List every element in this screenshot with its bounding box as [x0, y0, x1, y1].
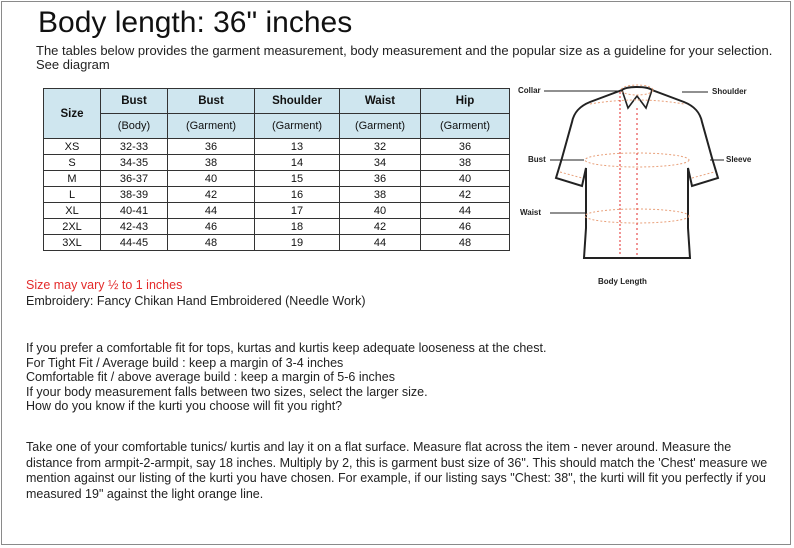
size-row	[44, 139, 510, 155]
fit-tip: If you prefer a comfortable fit for tops, kurtas and kurtis keep adequate looseness at the chest.	[26, 341, 547, 355]
measurement-cell: 42-43	[101, 219, 168, 235]
measurement-cell: 42	[168, 187, 255, 203]
shirt-outline	[556, 87, 718, 258]
measurement-cell: 40	[421, 171, 510, 187]
column-header: Hip	[421, 89, 510, 114]
measure-instructions: Take one of your comfortable tunics/ kurtis and lay it on a flat surface. Measure flat across the item - never around. Measure the distance from armpit-2-armpit, say 18 inches. Multiply by 2, this is garment bust size of 36". This should match the 'Chest' measure we mention against our listing of the kurti you have chosen. For example, if our listing says "Chest: 38", the kurti will fit you perfectly if you measured 19" against the light orange line.	[26, 440, 768, 501]
bust-label: Bust	[528, 155, 546, 164]
size-label-cell: S	[44, 155, 101, 171]
waist-label: Waist	[520, 208, 542, 217]
embroidery-note: Embroidery: Fancy Chikan Hand Embroidered (Needle Work)	[26, 294, 366, 308]
measurement-cell: 38	[168, 155, 255, 171]
measurement-cell: 34	[340, 155, 421, 171]
measurement-cell: 18	[255, 219, 340, 235]
column-header: Bust	[101, 89, 168, 114]
measurement-cell: 38-39	[101, 187, 168, 203]
size-row	[44, 187, 510, 203]
fit-tip: For Tight Fit / Average build : keep a margin of 3-4 inches	[26, 355, 344, 370]
measurement-cell: 42	[421, 187, 510, 203]
size-row	[44, 171, 510, 187]
measurement-cell: 36-37	[101, 171, 168, 187]
measurement-cell: 44	[168, 203, 255, 219]
column-subheader: (Garment)	[340, 114, 421, 139]
fit-tip: Comfortable fit / above average build : keep a margin of 5-6 inches	[26, 370, 395, 384]
measurement-cell: 42	[340, 219, 421, 235]
size-label-cell: 3XL	[44, 235, 101, 251]
fit-tips	[26, 341, 766, 414]
size-label-cell: 2XL	[44, 219, 101, 235]
column-header: Waist	[340, 89, 421, 114]
shirt-measurement-diagram	[512, 78, 782, 298]
size-label-cell: M	[44, 171, 101, 187]
size-label-cell: XS	[44, 139, 101, 155]
size-label-cell: L	[44, 187, 101, 203]
size-row	[44, 155, 510, 171]
size-column-header: Size	[44, 89, 101, 139]
body-length-label: Body Length	[598, 277, 647, 286]
measurement-cell: 32-33	[101, 139, 168, 155]
shoulder-label: Shoulder	[712, 87, 747, 96]
shirt-diagram-svg	[512, 78, 782, 298]
size-label-cell: XL	[44, 203, 101, 219]
column-header: Bust	[168, 89, 255, 114]
measurement-cell: 44	[421, 203, 510, 219]
column-subheader: (Garment)	[255, 114, 340, 139]
column-subheader: (Garment)	[421, 114, 510, 139]
column-subheader: (Body)	[101, 114, 168, 139]
measurement-cell: 34-35	[101, 155, 168, 171]
measurement-cell: 17	[255, 203, 340, 219]
size-variance-note: Size may vary ½ to 1 inches	[26, 278, 183, 292]
size-row	[44, 203, 510, 219]
measurement-cell: 40	[168, 171, 255, 187]
measurement-cell: 36	[168, 139, 255, 155]
fit-tip: How do you know if the kurti you choose will fit you right?	[26, 399, 343, 413]
sleeve-label: Sleeve	[726, 155, 752, 164]
size-chart-table	[43, 88, 510, 251]
measurement-cell: 38	[340, 187, 421, 203]
fit-tip: If your body measurement falls between two sizes, select the larger size.	[26, 384, 428, 399]
measurement-cell: 46	[168, 219, 255, 235]
measurement-cell: 40	[340, 203, 421, 219]
measurement-cell: 40-41	[101, 203, 168, 219]
measurement-cell: 38	[421, 155, 510, 171]
measurement-cell: 15	[255, 171, 340, 187]
size-row	[44, 219, 510, 235]
measurement-cell: 14	[255, 155, 340, 171]
measurement-cell: 13	[255, 139, 340, 155]
measurement-cell: 36	[421, 139, 510, 155]
measurement-cell: 19	[255, 235, 340, 251]
measurement-cell: 16	[255, 187, 340, 203]
measurement-cell: 48	[421, 235, 510, 251]
collar-label: Collar	[518, 86, 541, 95]
column-header: Shoulder	[255, 89, 340, 114]
measurement-cell: 44-45	[101, 235, 168, 251]
size-row	[44, 235, 510, 251]
intro-text: The tables below provides the garment measurement, body measurement and the popular size as a guideline for your selection. See diagram	[36, 43, 773, 72]
measurement-cell: 48	[168, 235, 255, 251]
measurement-cell: 32	[340, 139, 421, 155]
page-title: Body length: 36" inches	[38, 6, 353, 39]
measurement-cell: 46	[421, 219, 510, 235]
measurement-cell: 44	[340, 235, 421, 251]
measurement-cell: 36	[340, 171, 421, 187]
column-subheader: (Garment)	[168, 114, 255, 139]
